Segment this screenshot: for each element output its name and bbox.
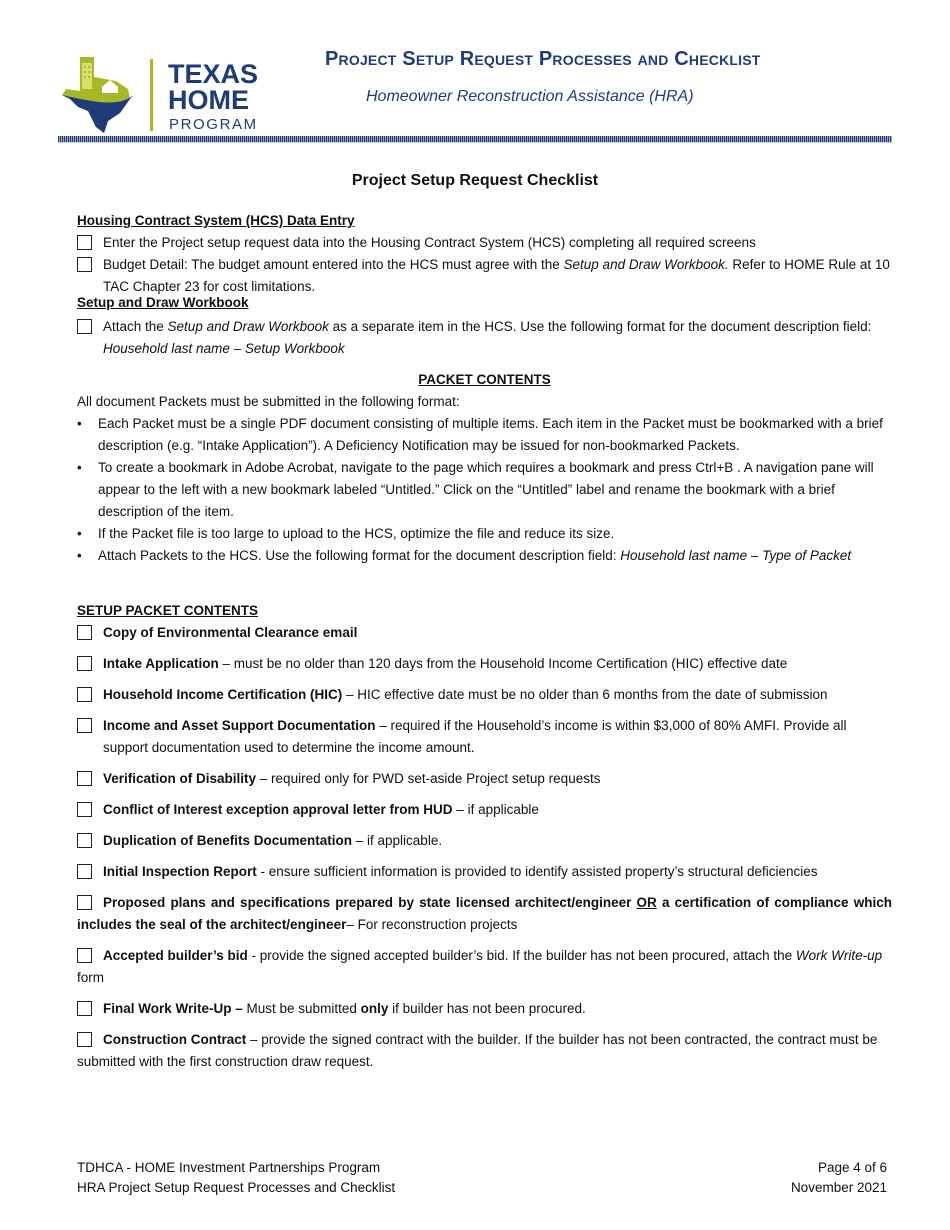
setup-item-duplication bbox=[77, 830, 892, 852]
list-item bbox=[77, 523, 892, 545]
list-item-text: If the Packet file is too large to upload to the HCS, optimize the file and reduce its size. bbox=[98, 526, 615, 541]
checkbox[interactable] bbox=[77, 625, 92, 640]
checkbox[interactable] bbox=[77, 257, 92, 272]
setup-item-inspection bbox=[77, 861, 892, 883]
item-title: Conflict of Interest exception approval letter from HUD bbox=[103, 802, 453, 817]
hcs-item-2-emphasis: Setup and Draw Workbook. bbox=[563, 257, 729, 272]
hcs-item-1-text: Enter the Project setup request data into the Housing Contract System (HCS) completing all required screens bbox=[103, 235, 756, 250]
packet-intro: All document Packets must be submitted in the following format: bbox=[77, 394, 460, 409]
item-title: Income and Asset Support Documentation bbox=[103, 718, 376, 733]
item-text: – must be no older than 120 days from the Household Income Certification (HIC) effective date bbox=[218, 656, 788, 671]
setup-section bbox=[77, 600, 892, 1073]
hcs-item-2-text: Budget Detail: The budget amount entered into the HCS must agree with the bbox=[103, 257, 564, 272]
workbook-format: Household last name – Setup Workbook bbox=[103, 341, 345, 356]
item-text: – For reconstruction projects bbox=[346, 917, 518, 932]
logo-line3: PROGRAM bbox=[169, 116, 258, 133]
item-title: Copy of Environmental Clearance email bbox=[103, 625, 358, 640]
item-text-end: if builder has not been procured. bbox=[388, 1001, 586, 1016]
item-title: Proposed plans and specifications prepared by state licensed architect/engineer bbox=[103, 895, 637, 910]
setup-item-conflict bbox=[77, 799, 892, 821]
item-text: - ensure sufficient information is provided to identify assisted property’s structural deficiencies bbox=[256, 864, 818, 879]
setup-item-hic bbox=[77, 684, 892, 706]
setup-heading: SETUP PACKET CONTENTS bbox=[77, 603, 259, 618]
list-item-text: Attach Packets to the HCS. Use the following format for the document description field: bbox=[98, 548, 621, 563]
item-title: Final Work Write-Up – bbox=[103, 1001, 243, 1016]
footer-left bbox=[77, 1158, 395, 1198]
checkbox[interactable] bbox=[77, 1001, 92, 1016]
packet-bullets bbox=[77, 413, 892, 567]
item-text: – if applicable bbox=[452, 802, 539, 817]
item-text: – if applicable. bbox=[352, 833, 443, 848]
packet-section bbox=[77, 369, 892, 567]
workbook-heading: Setup and Draw Workbook bbox=[77, 295, 249, 310]
packet-heading: PACKET CONTENTS bbox=[418, 372, 551, 387]
item-text: – HIC effective date must be no older than 6 months from the date of submission bbox=[342, 687, 828, 702]
workbook-text-mid: as a separate item in the HCS. Use the following format for the document description field: bbox=[328, 319, 872, 334]
item-text: – required only for PWD set-aside Project setup requests bbox=[256, 771, 601, 786]
header-title: Project Setup Request Processes and Checklist bbox=[325, 48, 761, 70]
page-number: Page 4 of 6 bbox=[817, 1160, 887, 1175]
setup-item-bid bbox=[77, 945, 892, 989]
item-text: – required if the Household’s income is within $3,000 of 80% AMFI. Provide all support documentation used to determine the income amount. bbox=[103, 718, 847, 755]
checkbox[interactable] bbox=[77, 771, 92, 786]
hcs-section bbox=[77, 210, 892, 298]
item-title: Initial Inspection Report bbox=[103, 864, 257, 879]
item-emphasis: Work Write-up bbox=[795, 948, 883, 963]
setup-item-intake bbox=[77, 653, 892, 675]
checkbox[interactable] bbox=[77, 687, 92, 702]
checkbox[interactable] bbox=[77, 319, 92, 334]
list-item: • To create a bookmark in Adobe Acrobat, navigate to the page which requires a bookmark and press Ctrl+B . A navigation pane will appear to the left with a new bookmark labeled “Untitled.” Click on the “Untitled” label and rename the bookmark with a brief description of the item. bbox=[77, 457, 892, 523]
list-item-format: Household last name – Type of Packet bbox=[620, 548, 852, 563]
header-subtitle: Homeowner Reconstruction Assistance (HRA) bbox=[366, 88, 694, 105]
hcs-item-2-text-end: Refer to HOME Rule at 10 TAC Chapter 23 for cost limitations. bbox=[103, 257, 890, 294]
item-title: Construction Contract bbox=[103, 1032, 247, 1047]
checkbox[interactable] bbox=[77, 802, 92, 817]
setup-item-environmental bbox=[77, 622, 892, 644]
footer-program: TDHCA - HOME Investment Partnerships Program bbox=[77, 1160, 381, 1175]
item-emphasis: only bbox=[360, 1001, 389, 1016]
setup-item-plans bbox=[77, 892, 892, 936]
checkbox[interactable] bbox=[77, 948, 92, 963]
item-text-end: form bbox=[77, 970, 104, 985]
setup-item-writeup bbox=[77, 998, 892, 1020]
header-divider-line bbox=[58, 142, 892, 143]
item-title: Duplication of Benefits Documentation bbox=[103, 833, 353, 848]
texas-home-program-logo bbox=[58, 55, 268, 135]
checkbox[interactable] bbox=[77, 718, 92, 733]
workbook-text: Attach the bbox=[103, 319, 168, 334]
item-title: Household Income Certification (HIC) bbox=[103, 687, 343, 702]
footer-doc-name: HRA Project Setup Request Processes and Checklist bbox=[77, 1180, 396, 1195]
item-title: Accepted builder’s bid bbox=[103, 948, 248, 963]
setup-item-contract bbox=[77, 1029, 892, 1073]
list-item bbox=[77, 545, 892, 567]
checkbox[interactable] bbox=[77, 235, 92, 250]
item-text: – provide the signed contract with the builder. If the builder has not been contracted, the contract must be submitted with the first construction draw request. bbox=[77, 1032, 878, 1069]
item-text: Must be submitted bbox=[242, 1001, 361, 1016]
logo-line2: HOME bbox=[168, 85, 249, 115]
setup-item-income bbox=[77, 715, 892, 759]
item-title: Verification of Disability bbox=[103, 771, 257, 786]
checkbox[interactable] bbox=[77, 833, 92, 848]
footer-right bbox=[791, 1158, 887, 1198]
workbook-item bbox=[77, 316, 892, 360]
checkbox[interactable] bbox=[77, 1032, 92, 1047]
checkbox[interactable] bbox=[77, 864, 92, 879]
checkbox[interactable] bbox=[77, 895, 92, 910]
checkbox[interactable] bbox=[77, 656, 92, 671]
item-title-or: OR bbox=[636, 895, 657, 910]
workbook-emphasis: Setup and Draw Workbook bbox=[167, 319, 329, 334]
hcs-item-1 bbox=[77, 232, 892, 254]
setup-item-disability bbox=[77, 768, 892, 790]
workbook-section bbox=[77, 292, 892, 360]
page-title: Project Setup Request Checklist bbox=[351, 172, 599, 189]
item-text: - provide the signed accepted builder’s bid. If the builder has not been procured, attach the bbox=[247, 948, 796, 963]
hcs-heading: Housing Contract System (HCS) Data Entry bbox=[77, 213, 355, 228]
logo-line1: TEXAS bbox=[168, 59, 259, 89]
list-item: • Each Packet must be a single PDF document consisting of multiple items. Each item in the Packet must be bookmarked with a brief description (e.g. “Intake Application”). A Deficiency Notification may be issued for non-bookmarked Packets. bbox=[77, 413, 892, 457]
footer-date: November 2021 bbox=[790, 1180, 887, 1195]
item-title-end: a certification of compliance which includes the seal of the architect/engineer bbox=[77, 895, 892, 932]
item-title: Intake Application bbox=[103, 656, 219, 671]
texas-map-icon bbox=[62, 57, 134, 133]
